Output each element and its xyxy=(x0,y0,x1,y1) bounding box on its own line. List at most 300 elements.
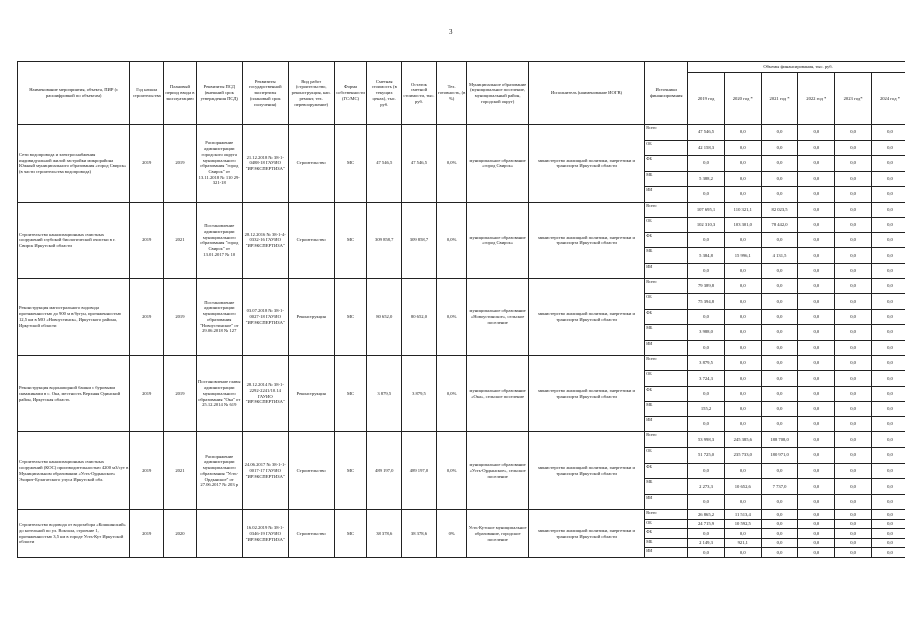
funding-value: 0,0 xyxy=(798,171,835,187)
funding-value: 0,0 xyxy=(835,494,872,510)
funding-value: 0,0 xyxy=(798,217,835,232)
header-tech-readiness: Тех. готовность, (в %) xyxy=(436,62,467,125)
header-name: Наименование мероприятия, объекта, ПИР (с расшифровкой по объектам) xyxy=(18,62,130,125)
funding-value: 0,0 xyxy=(835,248,872,263)
funding-value: 0,0 xyxy=(835,202,872,217)
funding-value: 0,0 xyxy=(835,448,872,464)
funding-value: 0,0 xyxy=(761,325,798,340)
work-type: Строительство xyxy=(288,432,334,510)
municipality: муниципальное образование «Усть-Ордынское», сельское поселение xyxy=(467,432,528,510)
funding-value: 0,0 xyxy=(798,325,835,340)
funding-value: 0,0 xyxy=(835,538,872,548)
investment-projects-table xyxy=(17,61,905,558)
funding-source: ИИ xyxy=(645,187,688,203)
funding-value: 0,0 xyxy=(835,233,872,248)
funding-value: 3 988,0 xyxy=(688,325,725,340)
funding-value: 0,0 xyxy=(871,125,905,141)
funding-value: 245 385,6 xyxy=(724,432,761,448)
funding-value: 0,0 xyxy=(871,171,905,187)
funding-value: 51 725,0 xyxy=(688,448,725,464)
remaining-cost: 489 197,0 xyxy=(402,432,437,510)
psd-requisites: Распоряжение администрации муниципального образования "Усть-Ордынское" от 27.06.2017 № 203 р xyxy=(196,432,242,510)
funding-value: 0,0 xyxy=(798,187,835,203)
funding-value: 5 384,8 xyxy=(688,248,725,263)
funding-value: 0,0 xyxy=(871,386,905,401)
funding-source: Всего xyxy=(645,202,688,217)
funding-value: 0,0 xyxy=(871,309,905,324)
funding-value: 180 971,0 xyxy=(761,448,798,464)
funding-value: 0,0 xyxy=(724,171,761,187)
start-year: 2019 xyxy=(130,355,164,431)
funding-value: 155,2 xyxy=(688,401,725,416)
start-year: 2019 xyxy=(130,510,164,558)
header-funding-source: Источники финансирования xyxy=(645,62,688,125)
estimated-cost: 489 197,0 xyxy=(367,432,402,510)
funding-value: 2 273,3 xyxy=(688,479,725,495)
funding-value: 0,0 xyxy=(798,538,835,548)
funding-source: Всего xyxy=(645,432,688,448)
funding-value: 0,0 xyxy=(761,548,798,558)
funding-value: 0,0 xyxy=(798,519,835,529)
funding-value: 0,0 xyxy=(798,202,835,217)
tech-readiness: 0,0% xyxy=(436,125,467,203)
funding-value: 0,0 xyxy=(688,309,725,324)
funding-value: 235 733,0 xyxy=(724,448,761,464)
funding-value: 7 737,0 xyxy=(761,479,798,495)
expertise-requisites: 21.12.2018 № 38-1-0488-18 ГАУИО "ИРЭКСПЕРТИЗА" xyxy=(242,125,288,203)
plan-period: 2019 xyxy=(164,125,197,203)
funding-source: ИИ xyxy=(645,340,688,355)
funding-value: 0,0 xyxy=(798,294,835,309)
estimated-cost: 80 652,0 xyxy=(367,278,402,355)
funding-value: 0,0 xyxy=(724,140,761,156)
work-type: Строительство xyxy=(288,202,334,278)
funding-source: МБ xyxy=(645,479,688,495)
funding-source: ИИ xyxy=(645,263,688,278)
start-year: 2019 xyxy=(130,432,164,510)
funding-value: 0,0 xyxy=(688,386,725,401)
psd-requisites: Постановление администрации муниципального образования "город Свирск" от 13.01.2017 № 10 xyxy=(196,202,242,278)
funding-value: 0,0 xyxy=(798,448,835,464)
project-name: Реконструкция магистрального водовода протяженностью до 900 м в/бугун, протяженностью 12,5 км в МО «Новоустинск», Иркутского района, Иркутской области xyxy=(18,278,130,355)
funding-value: 0,0 xyxy=(871,510,905,520)
funding-value: 0,0 xyxy=(835,371,872,386)
executor: министерство жилищной политики, энергетики и транспорта Иркутской области xyxy=(528,510,644,558)
funding-value: 15 996,1 xyxy=(724,248,761,263)
funding-value: 11 513,4 xyxy=(724,510,761,520)
funding-value: 0,0 xyxy=(688,156,725,172)
municipality: муниципальное образование «Ока», сельское поселение xyxy=(467,355,528,431)
funding-source: ОБ xyxy=(645,519,688,529)
header-estimated-cost: Сметная стоимость (в текущих ценах), тыс. руб. xyxy=(367,62,402,125)
funding-value: 0,0 xyxy=(871,538,905,548)
funding-value: 0,0 xyxy=(871,401,905,416)
estimated-cost: 47 546,5 xyxy=(367,125,402,203)
funding-value: 26 865,2 xyxy=(688,510,725,520)
funding-source: ОБ xyxy=(645,140,688,156)
ownership: МС xyxy=(334,355,367,431)
estimated-cost: 3 879,5 xyxy=(367,355,402,431)
funding-value: 0,0 xyxy=(798,263,835,278)
funding-value: 0,0 xyxy=(871,248,905,263)
funding-value: 0,0 xyxy=(835,187,872,203)
funding-value: 0,0 xyxy=(724,187,761,203)
funding-value: 0,0 xyxy=(871,448,905,464)
header-expertise-requisites: Реквизиты государственной экспертизы (плановый срок получения) xyxy=(242,62,288,125)
work-type: Строительство xyxy=(288,125,334,203)
funding-value: 0,0 xyxy=(871,479,905,495)
funding-value: 75 394,8 xyxy=(688,294,725,309)
funding-value: 0,0 xyxy=(835,463,872,479)
funding-value: 0,0 xyxy=(871,340,905,355)
funding-value: 0,0 xyxy=(798,463,835,479)
funding-source: МБ xyxy=(645,538,688,548)
remaining-cost: 38 378,6 xyxy=(402,510,437,558)
project-name: Строительство канализационных очистных сооружений глубокой биологической очистки в г. Свирск Иркутской области xyxy=(18,202,130,278)
funding-value: 0,0 xyxy=(724,233,761,248)
plan-period: 2019 xyxy=(164,355,197,431)
funding-value: 110 321,1 xyxy=(724,202,761,217)
funding-value: 0,0 xyxy=(835,432,872,448)
work-type: Реконструкция xyxy=(288,355,334,431)
funding-source: ФБ xyxy=(645,463,688,479)
project-name: Строительство канализационных очистных сооружений (КОС) производительностью 4200 м3/сут в Муниципальном образовании «Усть-Ордынское» Эхирит-Булагатского улуса Иркутской обл. xyxy=(18,432,130,510)
funding-value: 42 158,3 xyxy=(688,140,725,156)
funding-value: 0,0 xyxy=(871,294,905,309)
funding-value: 0,0 xyxy=(871,371,905,386)
funding-value: 0,0 xyxy=(724,263,761,278)
work-type: Строительство xyxy=(288,510,334,558)
funding-value: 0,0 xyxy=(871,156,905,172)
funding-value: 0,0 xyxy=(761,386,798,401)
expertise-requisites: 24.06.2017 № 38-1-1-0017-17 ГАУИО "ИРЭКСПЕРТИЗА" xyxy=(242,432,288,510)
funding-source: ОБ xyxy=(645,371,688,386)
funding-value: 0,0 xyxy=(835,401,872,416)
project-name: Реконструкция водонапорной башни с буровыми скважинами в с. Ока, местность Верхняя Одинский район, Иркутская область xyxy=(18,355,130,431)
funding-value: 0,0 xyxy=(798,371,835,386)
header-year: 2020 год * xyxy=(724,73,761,125)
funding-value: 107 695,1 xyxy=(688,202,725,217)
funding-source: ИИ xyxy=(645,417,688,432)
funding-value: 0,0 xyxy=(835,548,872,558)
funding-value: 0,0 xyxy=(871,217,905,232)
municipality: Усть-Кутское муниципальное образование, городское поселение xyxy=(467,510,528,558)
header-funding-volume: Объемы финансирования, тыс. руб. xyxy=(688,62,905,73)
funding-value: 0,0 xyxy=(724,463,761,479)
funding-value: 0,0 xyxy=(798,278,835,293)
funding-value: 0,0 xyxy=(724,386,761,401)
funding-value: 0,0 xyxy=(761,340,798,355)
funding-value: 0,0 xyxy=(835,479,872,495)
funding-source: ИИ xyxy=(645,494,688,510)
psd-requisites: Постановление администрации муниципального образования "Новоустинское" от 29.06.2018 № 127 xyxy=(196,278,242,355)
funding-value: 0,0 xyxy=(724,325,761,340)
funding-value: 24 715,9 xyxy=(688,519,725,529)
funding-value: 103 301,0 xyxy=(724,217,761,232)
funding-value: 0,0 xyxy=(724,294,761,309)
funding-value: 0,0 xyxy=(871,494,905,510)
executor: министерство жилищной политики, энергетики и транспорта Иркутской области xyxy=(528,432,644,510)
funding-value: 0,0 xyxy=(688,187,725,203)
funding-value: 0,0 xyxy=(871,463,905,479)
funding-value: 0,0 xyxy=(761,494,798,510)
funding-source: МБ xyxy=(645,401,688,416)
funding-value: 47 546,5 xyxy=(688,125,725,141)
funding-value: 0,0 xyxy=(761,233,798,248)
expertise-requisites: 28.12.2014 № 38-1-2292-2241/10.14 ГАУИО "ИРЭКСПЕРТИЗА" xyxy=(242,355,288,431)
header-work-type: Вид работ (строительство, реконструкция, кап. ремонт, тех. перевооружение) xyxy=(288,62,334,125)
funding-value: 0,0 xyxy=(688,529,725,539)
funding-value: 0,0 xyxy=(835,519,872,529)
municipality: муниципальное образование «город Свирск» xyxy=(467,202,528,278)
remaining-cost: 47 546,5 xyxy=(402,125,437,203)
funding-value: 3 879,5 xyxy=(688,355,725,370)
funding-source: ИИ xyxy=(645,548,688,558)
table-row xyxy=(18,510,905,520)
executor: министерство жилищной политики, энергетики и транспорта Иркутской области xyxy=(528,202,644,278)
executor: министерство жилищной политики, энергетики и транспорта Иркутской области xyxy=(528,278,644,355)
funding-value: 0,0 xyxy=(835,125,872,141)
tech-readiness: 0,0% xyxy=(436,202,467,278)
project-name: Сети водопровода и электроснабжения индивидуальной жилой застройки микрорайона Южный муниципального образования «город Свирск» (в части строительства водопровода) xyxy=(18,125,130,203)
funding-value: 0,0 xyxy=(761,529,798,539)
funding-value: 0,0 xyxy=(835,355,872,370)
funding-value: 0,0 xyxy=(761,519,798,529)
funding-value: 0,0 xyxy=(761,156,798,172)
funding-value: 0,0 xyxy=(724,340,761,355)
work-type: Реконструкция xyxy=(288,278,334,355)
table-row xyxy=(18,125,905,141)
funding-value: 0,0 xyxy=(871,202,905,217)
funding-value: 3 724,3 xyxy=(688,371,725,386)
header-year: 2022 год * xyxy=(798,73,835,125)
funding-value: 0,0 xyxy=(835,171,872,187)
ownership: МС xyxy=(334,125,367,203)
funding-value: 188 708,0 xyxy=(761,432,798,448)
municipality: муниципальное образование «Новоустинское», сельское поселение xyxy=(467,278,528,355)
executor: министерство жилищной политики, энергетики и транспорта Иркутской области xyxy=(528,125,644,203)
funding-value: 0,0 xyxy=(724,156,761,172)
start-year: 2019 xyxy=(130,278,164,355)
funding-value: 2 149,3 xyxy=(688,538,725,548)
estimated-cost: 309 858,7 xyxy=(367,202,402,278)
funding-value: 10 592,5 xyxy=(724,519,761,529)
funding-source: МБ xyxy=(645,171,688,187)
funding-value: 0,0 xyxy=(798,233,835,248)
municipality: муниципальное образование «город Свирск» xyxy=(467,125,528,203)
funding-value: 0,0 xyxy=(871,548,905,558)
expertise-requisites: 16.02.2019 № 38-1-0346-19 ГАУИО "ИРЭКСПЕРТИЗА" xyxy=(242,510,288,558)
funding-value: 0,0 xyxy=(798,140,835,156)
funding-value: 0,0 xyxy=(835,510,872,520)
funding-source: ФБ xyxy=(645,386,688,401)
funding-value: 0,0 xyxy=(724,278,761,293)
funding-value: 53 998,3 xyxy=(688,432,725,448)
funding-value: 0,0 xyxy=(798,156,835,172)
funding-value: 0,0 xyxy=(871,432,905,448)
funding-value: 0,0 xyxy=(798,479,835,495)
funding-value: 0,0 xyxy=(798,309,835,324)
funding-value: 0,0 xyxy=(798,355,835,370)
funding-value: 0,0 xyxy=(798,510,835,520)
funding-value: 0,0 xyxy=(761,125,798,141)
funding-value: 0,0 xyxy=(835,278,872,293)
funding-value: 0,0 xyxy=(798,125,835,141)
funding-value: 0,0 xyxy=(871,355,905,370)
funding-value: 0,0 xyxy=(798,417,835,432)
funding-source: Всего xyxy=(645,278,688,293)
funding-value: 0,0 xyxy=(761,187,798,203)
funding-value: 0,0 xyxy=(798,494,835,510)
funding-value: 0,0 xyxy=(871,529,905,539)
start-year: 2019 xyxy=(130,202,164,278)
funding-source: Всего xyxy=(645,355,688,370)
funding-source: ФБ xyxy=(645,233,688,248)
funding-value: 0,0 xyxy=(835,294,872,309)
funding-source: ОБ xyxy=(645,217,688,232)
funding-value: 0,0 xyxy=(798,529,835,539)
funding-source: Всего xyxy=(645,125,688,141)
funding-value: 0,0 xyxy=(871,417,905,432)
funding-value: 102 310,3 xyxy=(688,217,725,232)
header-row xyxy=(18,62,905,73)
funding-value: 82 023,5 xyxy=(761,202,798,217)
funding-value: 0,0 xyxy=(761,294,798,309)
funding-value: 0,0 xyxy=(761,417,798,432)
page-number: 3 xyxy=(449,28,453,36)
header-start-year: Год начала строительства xyxy=(130,62,164,125)
header-plan-period: Плановый период ввода в эксплуатацию xyxy=(164,62,197,125)
table-row xyxy=(18,432,905,448)
funding-value: 78 442,0 xyxy=(761,217,798,232)
table-row xyxy=(18,278,905,293)
funding-value: 0,0 xyxy=(688,463,725,479)
ownership: МС xyxy=(334,278,367,355)
funding-value: 0,0 xyxy=(724,355,761,370)
remaining-cost: 309 858,7 xyxy=(402,202,437,278)
funding-value: 0,0 xyxy=(835,217,872,232)
funding-value: 0,0 xyxy=(798,248,835,263)
funding-value: 10 652,6 xyxy=(724,479,761,495)
plan-period: 2019 xyxy=(164,278,197,355)
ownership: МС xyxy=(334,202,367,278)
funding-value: 0,0 xyxy=(761,463,798,479)
ownership: МС xyxy=(334,432,367,510)
funding-value: 0,0 xyxy=(724,548,761,558)
funding-value: 0,0 xyxy=(761,401,798,416)
tech-readiness: 0,0% xyxy=(436,432,467,510)
funding-value: 0,0 xyxy=(761,278,798,293)
remaining-cost: 80 652,0 xyxy=(402,278,437,355)
plan-period: 2020 xyxy=(164,510,197,558)
funding-value: 0,0 xyxy=(835,529,872,539)
funding-value: 0,0 xyxy=(798,340,835,355)
funding-value: 0,0 xyxy=(798,386,835,401)
funding-source: Всего xyxy=(645,510,688,520)
executor: министерство жилищной политики, энергетики и транспорта Иркутской области xyxy=(528,355,644,431)
funding-value: 0,0 xyxy=(871,233,905,248)
funding-value: 0,0 xyxy=(835,309,872,324)
header-year: 2024 год * xyxy=(871,73,905,125)
funding-value: 0,0 xyxy=(688,494,725,510)
funding-value: 0,0 xyxy=(835,140,872,156)
funding-value: 0,0 xyxy=(835,325,872,340)
tech-readiness: 0,0% xyxy=(436,355,467,431)
funding-source: ФБ xyxy=(645,529,688,539)
expertise-requisites: 03.07.2018 № 38-1-0027-18 ГАУИО "ИРЭКСПЕРТИЗА" xyxy=(242,278,288,355)
funding-value: 79 389,8 xyxy=(688,278,725,293)
expertise-requisites: 28.12.2016 № 38-1-4-0332-16 ГАУИО "ИРЭКСПЕРТИЗА" xyxy=(242,202,288,278)
header-year: 2023 год* xyxy=(835,73,872,125)
table-row xyxy=(18,355,905,370)
funding-value: 0,0 xyxy=(798,401,835,416)
funding-value: 0,0 xyxy=(871,519,905,529)
funding-source: ОБ xyxy=(645,448,688,464)
funding-value: 0,0 xyxy=(688,340,725,355)
funding-value: 0,0 xyxy=(761,171,798,187)
funding-value: 0,0 xyxy=(761,263,798,278)
header-municipality: Муниципальное образование (муниципальное поселение, муниципальный район, городской округ) xyxy=(467,62,528,125)
funding-source: ФБ xyxy=(645,156,688,172)
ownership: МС xyxy=(334,510,367,558)
table-row xyxy=(18,202,905,217)
funding-value: 0,0 xyxy=(688,548,725,558)
tech-readiness: 0% xyxy=(436,510,467,558)
estimated-cost: 38 378,6 xyxy=(367,510,402,558)
funding-value: 0,0 xyxy=(835,156,872,172)
header-executor: Исполнитель (наименование ИОГВ) xyxy=(528,62,644,125)
funding-value: 0,0 xyxy=(724,529,761,539)
funding-value: 0,0 xyxy=(871,140,905,156)
funding-value: 0,0 xyxy=(761,510,798,520)
plan-period: 2021 xyxy=(164,432,197,510)
header-remaining-cost: Остаток сметной стоимости, тыс. руб. xyxy=(402,62,437,125)
funding-source: ФБ xyxy=(645,309,688,324)
funding-value: 0,0 xyxy=(835,386,872,401)
funding-value: 5 388,2 xyxy=(688,171,725,187)
psd-requisites: Постановление главы администрации муниципального образования "Ока" от 25.12.2014 № 619 xyxy=(196,355,242,431)
funding-value: 0,0 xyxy=(871,278,905,293)
header-ownership: Форма собственности (ГС/МС) xyxy=(334,62,367,125)
funding-value: 0,0 xyxy=(724,417,761,432)
funding-value: 921,1 xyxy=(724,538,761,548)
funding-value: 0,0 xyxy=(724,401,761,416)
funding-value: 0,0 xyxy=(724,494,761,510)
start-year: 2019 xyxy=(130,125,164,203)
funding-value: 0,0 xyxy=(761,371,798,386)
funding-value: 0,0 xyxy=(688,233,725,248)
funding-value: 4 131,5 xyxy=(761,248,798,263)
project-name: Строительство водовода от водозабора «Кошкинский» до котельной по ул. Вокзала, строение 1, протяженностью 3,5 км в городе Усть-Кут Иркутской области xyxy=(18,510,130,558)
funding-value: 0,0 xyxy=(724,309,761,324)
funding-source: МБ xyxy=(645,325,688,340)
psd-requisites xyxy=(196,510,242,558)
tech-readiness: 0,0% xyxy=(436,278,467,355)
funding-value: 0,0 xyxy=(798,432,835,448)
funding-source: ОБ xyxy=(645,294,688,309)
funding-value: 0,0 xyxy=(724,371,761,386)
funding-value: 0,0 xyxy=(724,125,761,141)
funding-value: 0,0 xyxy=(761,355,798,370)
funding-value: 0,0 xyxy=(688,263,725,278)
funding-value: 0,0 xyxy=(835,340,872,355)
funding-value: 0,0 xyxy=(798,548,835,558)
funding-value: 0,0 xyxy=(688,417,725,432)
header-year: 2019 год xyxy=(688,73,725,125)
funding-value: 0,0 xyxy=(761,538,798,548)
funding-value: 0,0 xyxy=(871,325,905,340)
funding-source: МБ xyxy=(645,248,688,263)
